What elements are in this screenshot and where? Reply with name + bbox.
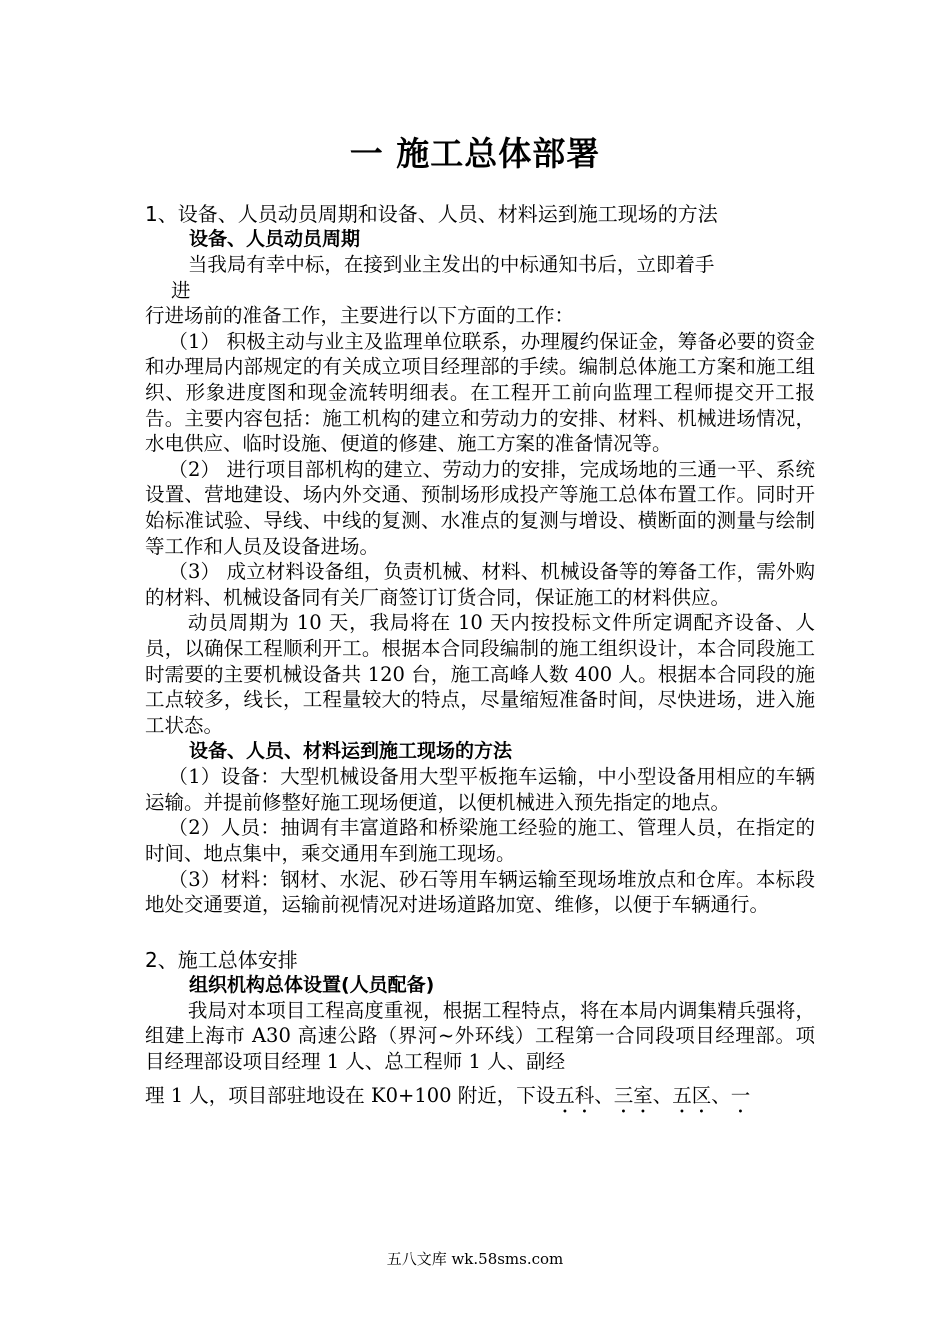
paragraph-intro-line2: 行进场前的准备工作，主要进行以下方面的工作： bbox=[145, 304, 575, 328]
subheading-transport-method: 设备、人员、材料运到施工现场的方法 bbox=[189, 740, 513, 763]
method-materials: （3）材料：钢材、水泥、砂石等用车辆运输至现场堆放点和仓库。本标段地处交通要道，运输前视情况对进场道路加宽、维修，以便于车辆通行。 bbox=[145, 867, 815, 917]
list-item-3: （3） 成立材料设备组，负责机械、材料、机械设备等的筹备工作，需外购的材料、机械设备同有关厂商签订订货合同，保证施工的材料供应。 bbox=[145, 560, 815, 609]
footer-watermark: 五八文库 wk.58sms.com bbox=[386, 1250, 564, 1268]
list-item-2: （2） 进行项目部机构的建立、劳动力的安排，完成场地的三通一平、系统设置、营地建设、场内外交通、预制场形成投产等施工总体布置工作。同时开始标准试验、导线、中线的复测、水准点的复测与增设、横断面的测量与绘制等工作和人员及设备进场。 bbox=[145, 457, 815, 558]
emphasized-text: 五科、三室、五区、一 bbox=[555, 1083, 751, 1107]
paragraph-intro-line1: 当我局有幸中标，在接到业主发出的中标通知书后，立即着手 bbox=[187, 253, 715, 276]
paragraph-organization-continued bbox=[145, 1083, 815, 1118]
paragraph-organization: 我局对本项目工程高度重视，根据工程特点，将在本局内调集精兵强将，组建上海市 A30 高速公路（界河~外环线）工程第一合同段项目经理部。项目经理部设项目经理 1 人、总工程师 1 人、副经 bbox=[145, 998, 815, 1074]
document-body bbox=[145, 202, 815, 1118]
subheading-organization: 组织机构总体设置(人员配备) bbox=[189, 973, 435, 996]
section-2-heading: 2、施工总体安排 bbox=[145, 947, 298, 972]
method-personnel: （2）人员：抽调有丰富道路和桥梁施工经验的施工、管理人员，在指定的时间、地点集中，乘交通用车到施工现场。 bbox=[145, 816, 815, 866]
page-title: 一 施工总体部署 bbox=[349, 134, 601, 173]
subheading-mobilization-period: 设备、人员动员周期 bbox=[189, 228, 361, 250]
spacer bbox=[145, 918, 815, 948]
paragraph-mobilization-period: 动员周期为 10 天，我局将在 10 天内按投标文件所定调配齐设备、人员，以确保工程顺利开工。根据本合同段编制的施工组织设计，本合同段施工时需要的主要机械设备共 120 台，施工高峰人数 400 人。根据本合同段的施工点较多，线长，工程量较大的特点，尽量缩短准备时间，尽快进场，进入施工状态。 bbox=[145, 611, 815, 737]
method-equipment: （1）设备：大型机械设备用大型平板拖车运输，中小型设备用相应的车辆运输。并提前修整好施工现场便道，以便机械进入预先指定的地点。 bbox=[145, 765, 815, 814]
paragraph-intro-wrap: 进 bbox=[171, 278, 191, 302]
list-item-1: （1） 积极主动与业主及监理单位联系，办理履约保证金，筹备必要的资金和办理局内部规定的有关成立项目经理部的手续。编制总体施工方案和施工组织、形象进度图和现金流转明细表。在工程开工前向监理工程师提交开工报告。主要内容包括：施工机构的建立和劳动力的安排、材料、机械进场情况，水电供应、临时设施、便道的修建、施工方案的准备情况等。 bbox=[145, 329, 815, 456]
section-1-heading: 1、设备、人员动员周期和设备、人员、材料运到施工现场的方法 bbox=[145, 202, 718, 226]
paragraph-organization-text: 理 1 人，项目部驻地设在 K0+100 附近，下设 bbox=[145, 1083, 556, 1107]
